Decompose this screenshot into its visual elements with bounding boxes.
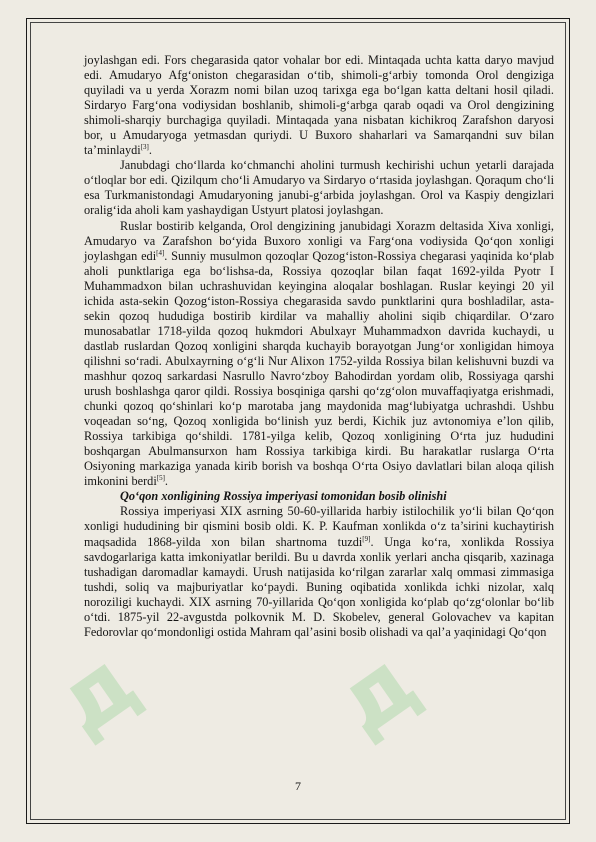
page-number: 7 [295,779,301,793]
paragraph-2 [84,158,554,218]
paragraph-1-end: . [148,143,152,158]
footnote-ref-3[interactable]: [3] [140,143,149,152]
paragraph-2-text: Janubdagi cho‘llarda ko‘chmanchi aholini turmush kechirishi uchun yetarli darajada o‘tloqlar bor edi. Qizilqum cho‘li Amudaryo va Sirdaryo o‘rtasida joylashgan. Qoraqum cho‘li esa Turkmanistondagi Amudaryoning janubi-g‘arbida joylashgan. Orol va Kaspiy dengizlari oralig‘ida aholi kam yashaydigan Ustyurt platosi joylashgan. [84,158,554,218]
paragraph-1 [84,53,554,158]
paragraph-3-text: Ruslar bostirib kelganda, Orol dengizining janubidagi Xorazm deltasida Xiva xonligi, Amudaryo va Zarafshon bo‘yida Buxoro xonligi va Farg‘ona vodiysida Qo‘qon xonligi joylashgan edi [84,218,554,263]
watermark-logo-left: д [36,628,157,757]
paragraph-4-text: Rossiya imperiyasi XIX asrning 50-60-yillarida harbiy istilochilik yo‘li bilan Qo‘qon xonligi hududining bir qismini bosib oldi. K. P. Kaufman xonlikda o‘z ta’sirini kuchaytirish maqsadida 1868-yilda xon bilan shartnoma tuzdi [84,504,554,549]
page-body [84,53,554,640]
watermark-logo-right: д [316,628,437,757]
paragraph-3-cont: . Sunniy musulmon qozoqlar Qozog‘iston-Rossiya chegarasi yaqinida ko‘plab aholi punktlariga ega bo‘lishsa-da, Rossiya qozoqlar bilan faqat 1692-yilda Pyotr I Muhammadxon bilan uchrashuvidan keyingina aloqalar boshlagan. Ruslar keyingi 20 yil ichida asta-sekin Qozog‘iston-Rossiya chegarasida savdo punktlarini qura boshladilar, asta-sekin qozoq hududiga bostirib kirdilar va mahalliy aholini siqib chiqardilar. O‘zaro munosabatlar 1718-yilda qozoq hukmdori Abulxayr Muhammadxon davrida kuchaydi, u dastlab ruslardan Qozoq xonligini sharqda kuchayib borayotgan Jung‘or xonligidan himoya qilishni so‘radi. Abulxayrning o‘g‘li Nur Alixon 1752-yilda Rossiya bilan kelishuvni buzdi va mashhur qozoq sarkardasi Nasrullo Navro‘zboy Bahodirdan yordam olib, Rossiyaga qarshi urush boshlashga qaror qildi. Rossiya bosqiniga qarshi qo‘zg‘olon muvaffaqiyatga erishmadi, chunki qozoq qo‘shinlari ko‘p marotaba jang maydonida mag‘lubiyatga uchrashdi. Ushbu voqeadan so‘ng, Qozoq xonligida bo‘linish yuz berdi, Kichik juz avtonomiya e’lon qilib, Rossiya tarkibiga qo‘shildi. 1781-yilga kelib, Qozoq xonligining O‘rta juz hududini boshqargan Abulmansurxon ham Rossiya tarkibiga kirdi. Bu harakatlar ruslarga O‘rta Osiyoning markaziga yanada kirib borish va boshqa O‘rta Osiyo davlatlari bilan aloqa qilish imkonini berdi [84,248,555,489]
paragraph-3-end: . [164,474,168,489]
paragraph-4 [84,504,554,639]
footnote-ref-9[interactable]: [9] [362,534,371,543]
section-heading: Qo‘qon xonligining Rossiya imperiyasi tomonidan bosib olinishi [120,489,447,504]
paragraph-4-cont: . Unga ko‘ra, xonlikda Rossiya savdogarlariga katta imkoniyatlar berildi. Bu u davrda xonlik yerlari ancha qisqarib, xazinaga tushadigan daromadlar kamaydi. Urush natijasida ko‘rilgan zararlar xalq ommasi zimmasiga tushdi, soliq va majburiyatlar ko‘paydi. Buning oqibatida xonlikda ichki nizolar, xalq noroziligi kuchaydi. XIX asrning 70-yillarida Qo‘qon xonligida ko‘plab qo‘zg‘olonlar bo‘lib o‘tdi. 1875-yil 22-avgustda polkovnik M. D. Skobelev, general Golovachev va kapitan Fedorovlar qo‘mondonligi ostida Mahram qal’asini bosib olishadi va qal’a yaqinidagi Qo‘qon [84,534,554,639]
paragraph-3 [84,219,554,490]
footnote-ref-4[interactable]: [4] [156,248,165,257]
paragraph-1-text: joylashgan edi. Fors chegarasida qator vohalar bor edi. Mintaqada uchta katta daryo mavjud edi. Amudaryo Afg‘oniston chegarasidan o‘tib, shimoli-g‘arbiy tomonda Orol dengiziga quyiladi va u yerda Xorazm nomi bilan uzoq tarixga ega bo‘lgan katta deltani hosil qiladi. Sirdaryo Farg‘ona vodiysidan boshlanib, shimoli-g‘arbga qarab oqadi va Orol dengizining shimoli-sharqiy burchagiga quyiladi. Mintaqada yana nisbatan kichikroq Zarafshon daryosi bor, u Amudaryoga yetmasdan quriydi. U Buxoro shaharlari va Samarqandni suv bilan ta’minlaydi [84,53,554,158]
footnote-ref-5[interactable]: [5] [156,474,165,483]
